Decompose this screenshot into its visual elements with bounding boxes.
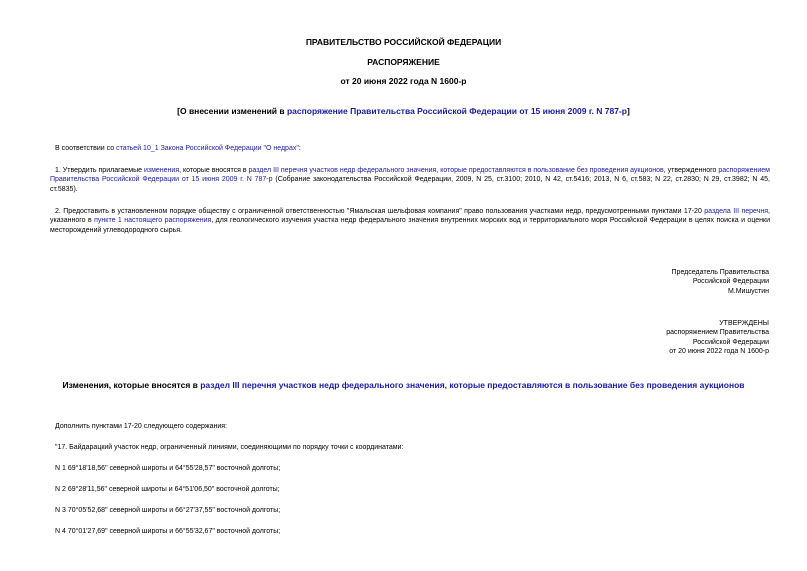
coordinate-line: N 3 70°05'52,68" северной широты и 66°27'37,55" восточной долготы; bbox=[55, 507, 281, 514]
p1-text-1: 1. Утвердить прилагаемые bbox=[55, 167, 144, 174]
signature-position: Председатель Правительства bbox=[671, 269, 769, 276]
coordinate-line: N 2 69°28'11,56" северной широты и 64°51'06,50" восточной долготы; bbox=[55, 486, 280, 493]
document-date-number: от 20 июня 2022 года N 1600-р bbox=[340, 76, 467, 86]
document-title bbox=[0, 106, 807, 117]
body-intro: Дополнить пунктами 17-20 следующего содержания: bbox=[55, 423, 227, 430]
title-prefix: [О внесении изменений в bbox=[177, 106, 287, 116]
signature-org: Российской Федерации bbox=[692, 278, 769, 286]
signature-block bbox=[672, 268, 769, 296]
title-link[interactable]: распоряжение Правительства Российской Федерации от 15 июня 2009 г. N 787-р bbox=[286, 106, 627, 116]
paragraph-1 bbox=[50, 166, 770, 194]
section-iii-link[interactable]: раздел III перечня участков недр федерального значения, которые предоставляются в пользование без проведения аукционов bbox=[248, 167, 664, 174]
paragraph-2 bbox=[50, 207, 770, 235]
approved-label: УТВЕРЖДЕНЫ bbox=[719, 320, 769, 327]
p2-text-1: 2. Предоставить в установленном порядке обществу с ограниченной ответственностью "Ямальская шельфовая компания" право пользования участками недр, предусмотренными пунктами 17-20 bbox=[55, 208, 705, 215]
document-type: РАСПОРЯЖЕНИЕ bbox=[367, 57, 440, 67]
point-1-link[interactable]: пункте 1 настоящего распоряжения bbox=[94, 217, 212, 225]
signature-name: М.Мишустин bbox=[727, 287, 769, 295]
p2-text-3: , для геологического изучения участка недр федерального значения внутренних морских вод и территориального моря Российской Федерации в целях поиска и оценки месторождений углеводородного сырья. bbox=[50, 217, 770, 234]
p1-text-2: , которые вносятся в bbox=[179, 167, 249, 174]
approved-date: от 20 июня 2022 года N 1600-р bbox=[669, 348, 769, 356]
preamble-suffix: : bbox=[298, 145, 301, 152]
approved-by: распоряжением Правительства bbox=[666, 329, 769, 337]
item-17-heading: "17. Байдарацкий участок недр, ограниченный линиями, соединяющими по порядку точки с координатами: bbox=[55, 444, 404, 451]
preamble bbox=[55, 144, 775, 153]
preamble-text: В соответствии со bbox=[55, 145, 117, 152]
title-suffix: ] bbox=[626, 106, 630, 116]
changes-link[interactable]: изменения bbox=[143, 167, 180, 174]
p1-text-3: , утвержденного bbox=[663, 167, 719, 174]
approved-block bbox=[666, 319, 769, 357]
changes-title bbox=[0, 380, 807, 391]
changes-title-prefix: Изменения, которые вносятся в bbox=[62, 380, 201, 390]
government-heading: ПРАВИТЕЛЬСТВО РОССИЙСКОЙ ФЕДЕРАЦИИ bbox=[305, 37, 502, 47]
section-iii-list-link[interactable]: раздела III перечня bbox=[704, 208, 769, 215]
coordinate-line: N 4 70°01'27,69" северной широты и 66°55'32,67" восточной долготы; bbox=[55, 528, 281, 535]
coordinate-line: N 1 69°18'18,56" северной широты и 64°55'28,57" восточной долготы; bbox=[55, 465, 281, 472]
order-787-link[interactable]: распоряжением Правительства Российской Федерации от 15 июня 2009 г. N 787-р bbox=[50, 167, 770, 184]
preamble-law-link[interactable]: статьей 10_1 Закона Российской Федерации "О недрах" bbox=[116, 145, 299, 152]
p1-text-4: (Собрание законодательства Российской Федерации, 2009, N 25, ст.3100; 2010, N 42, ст.5416; 2013, N 6, ст.583; N 22, ст.2830; N 29, ст.3982; N 45, ст.5835). bbox=[50, 176, 770, 193]
approved-org: Российской Федерации bbox=[692, 338, 769, 346]
p2-text-2: , указанного в bbox=[50, 208, 770, 225]
changes-title-link[interactable]: раздел III перечня участков недр федерального значения, которые предоставляются в пользование без проведения аукционов bbox=[200, 380, 745, 390]
